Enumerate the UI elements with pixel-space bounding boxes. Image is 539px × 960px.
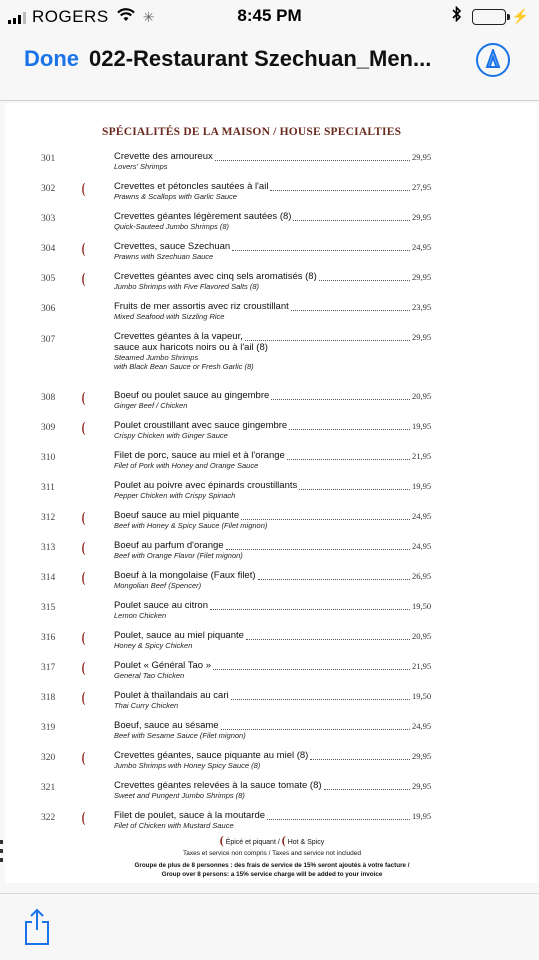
item-number: 305 xyxy=(41,274,56,284)
menu-item xyxy=(5,630,539,660)
item-name-en: Beef with Orange Flavor (Filet mignon) xyxy=(114,551,243,560)
legend-fr: Épicé et piquant / xyxy=(225,839,280,846)
item-name-fr: Boeuf à la mongolaise (Faux filet) xyxy=(114,570,256,581)
leader-dots xyxy=(267,819,410,820)
battery-icon xyxy=(472,9,506,25)
charging-bolt-icon: ⚡ xyxy=(511,8,529,24)
page-scrub-handle[interactable] xyxy=(0,840,4,862)
share-icon[interactable] xyxy=(23,908,51,946)
menu-item xyxy=(5,241,539,271)
leader-dots xyxy=(231,699,410,700)
item-name-fr: Crevettes géantes légèrement sautées (8) xyxy=(114,211,292,222)
bottom-toolbar xyxy=(0,893,539,960)
leader-dots xyxy=(293,220,410,221)
item-name-fr: Crevette des amoureux xyxy=(114,151,213,162)
leader-dots xyxy=(310,759,410,760)
bluetooth-icon xyxy=(452,6,462,27)
menu-item xyxy=(5,750,539,780)
spicy-pepper-icon: ( xyxy=(81,810,86,826)
item-price: 29,95 xyxy=(412,332,432,342)
status-time: 8:45 PM xyxy=(237,6,302,25)
status-right xyxy=(452,6,529,27)
item-name-en: Sweet and Pungent Jumbo Shrimps (8) xyxy=(114,791,245,800)
leader-dots xyxy=(241,519,410,520)
item-number: 312 xyxy=(41,513,56,523)
item-name-en: Honey & Spicy Chicken xyxy=(114,641,193,650)
menu-item xyxy=(5,271,539,301)
taxes-note: Taxes et service non compris / Taxes and service not included xyxy=(183,850,361,857)
leader-dots xyxy=(270,190,410,191)
spicy-pepper-icon: ( xyxy=(81,540,86,556)
spicy-pepper-icon: ( xyxy=(81,241,86,257)
item-number: 308 xyxy=(41,393,56,403)
leader-dots xyxy=(324,789,410,790)
spicy-pepper-icon: ( xyxy=(81,570,86,586)
item-number: 319 xyxy=(41,723,56,733)
item-name-en: Pepper Chicken with Crispy Spinach xyxy=(114,491,236,500)
document-title: 022-Restaurant Szechuan_Men... xyxy=(89,46,432,71)
item-number: 304 xyxy=(41,244,56,254)
item-name-fr: Boeuf ou poulet sauce au gingembre xyxy=(114,390,270,401)
item-name-en: General Tao Chicken xyxy=(114,671,185,680)
leader-dots xyxy=(291,310,410,311)
menu-item xyxy=(5,331,539,387)
item-name-fr: Crevettes, sauce Szechuan xyxy=(114,241,231,252)
leader-dots xyxy=(210,609,410,610)
menu-item xyxy=(5,301,539,331)
item-name-en: Quick-Sauteed Jumbo Shrimps (8) xyxy=(114,222,230,231)
item-number: 307 xyxy=(41,335,56,345)
item-name-fr: Crevettes géantes, sauce piquante au miel (8) xyxy=(114,750,309,761)
leader-dots xyxy=(299,489,410,490)
item-number: 302 xyxy=(41,184,56,194)
menu-item xyxy=(5,540,539,570)
item-number: 314 xyxy=(41,573,56,583)
item-name-en: Lemon Chicken xyxy=(114,611,167,620)
item-name-en: Mixed Seafood with Sizzling Rice xyxy=(114,312,225,321)
spicy-pepper-icon: ( xyxy=(81,390,86,406)
carrier-name: ROGERS xyxy=(32,7,109,26)
item-name-en: Filet of Pork with Honey and Orange Sauce xyxy=(114,461,259,470)
menu-item xyxy=(5,780,539,810)
item-name-fr: Boeuf, sauce au sésame xyxy=(114,720,219,731)
done-button[interactable]: Done xyxy=(24,46,79,71)
menu-item xyxy=(5,690,539,720)
item-name-en: Lovers' Shrimps xyxy=(114,162,168,171)
item-price: 29,95 xyxy=(412,751,432,761)
item-name-en: Mongolian Beef (Spencer) xyxy=(114,581,202,590)
item-price: 29,95 xyxy=(412,781,432,791)
menu-page xyxy=(5,103,539,883)
spicy-legend xyxy=(5,833,539,848)
navigation-bar xyxy=(0,32,539,88)
item-name-en: Beef with Honey & Spicy Sauce (Filet mignon) xyxy=(114,521,268,530)
item-name-en: Prawns & Scallops with Garlic Sauce xyxy=(114,192,237,201)
item-name-fr: Poulet au poivre avec épinards croustillants xyxy=(114,480,298,491)
leader-dots xyxy=(215,160,410,161)
item-name-en: Thai Curry Chicken xyxy=(114,701,179,710)
menu-item xyxy=(5,660,539,690)
spicy-pepper-icon: ( xyxy=(281,833,286,847)
leader-dots xyxy=(271,399,410,400)
item-price: 24,95 xyxy=(412,541,432,551)
item-price: 24,95 xyxy=(412,242,432,252)
item-number: 316 xyxy=(41,633,56,643)
item-name-fr: Crevettes géantes relevées à la sauce tomate (8) xyxy=(114,780,322,791)
item-name-en: Prawns with Szechuan Sauce xyxy=(114,252,214,261)
item-number: 317 xyxy=(41,663,56,673)
menu-item xyxy=(5,151,539,181)
menu-item xyxy=(5,570,539,600)
spicy-pepper-icon: ( xyxy=(219,833,224,847)
item-number: 318 xyxy=(41,693,56,703)
item-name-fr: Poulet croustillant avec sauce gingembre xyxy=(114,420,288,431)
item-name-fr: Crevettes et pétoncles sautées à l'ail xyxy=(114,181,269,192)
leader-dots xyxy=(245,340,410,341)
item-name-fr: Poulet sauce au citron xyxy=(114,600,209,611)
item-price: 29,95 xyxy=(412,212,432,222)
spicy-pepper-icon: ( xyxy=(81,750,86,766)
menu-item xyxy=(5,450,539,480)
item-name-fr: Crevettes géantes avec cinq sels aromatisés (8) xyxy=(114,271,317,282)
item-name-fr: Boeuf au parfum d'orange xyxy=(114,540,224,551)
item-price: 29,95 xyxy=(412,152,432,162)
menu-item xyxy=(5,390,539,420)
menu-item xyxy=(5,510,539,540)
item-price: 24,95 xyxy=(412,511,432,521)
item-price: 26,95 xyxy=(412,571,432,581)
activity-spinner-icon: ✳ xyxy=(142,8,155,25)
nav-divider xyxy=(0,100,539,101)
leader-dots xyxy=(289,429,410,430)
item-price: 24,95 xyxy=(412,721,432,731)
item-name-fr: Crevettes géantes à la vapeur, xyxy=(114,331,243,342)
spicy-pepper-icon: ( xyxy=(81,271,86,287)
item-name-fr: Poulet, sauce au miel piquante xyxy=(114,630,244,641)
item-name-en: Jumbo Shrimps with Honey Spicy Sauce (8) xyxy=(114,761,261,770)
spicy-pepper-icon: ( xyxy=(81,420,86,436)
item-name-fr: Boeuf sauce au miel piquante xyxy=(114,510,240,521)
leader-dots xyxy=(232,250,410,251)
item-number: 309 xyxy=(41,423,56,433)
leader-dots xyxy=(246,639,410,640)
item-price: 27,95 xyxy=(412,182,432,192)
group-note-fr: Groupe de plus de 8 personnes : des frais de service de 15% seront ajoutés à votre facture / xyxy=(134,862,410,869)
status-bar xyxy=(0,0,539,32)
leader-dots xyxy=(226,549,410,550)
item-name-fr: Poulet à thaïlandais au cari xyxy=(114,690,229,701)
leader-dots xyxy=(213,669,410,670)
spicy-pepper-icon: ( xyxy=(81,181,86,197)
item-name-en: Filet of Chicken with Mustard Sauce xyxy=(114,821,234,830)
item-price: 20,95 xyxy=(412,391,432,401)
item-name-fr: Filet de porc, sauce au miel et à l'orange xyxy=(114,450,285,461)
menu-heading: SPÉCIALITÉS DE LA MAISON / HOUSE SPECIALTIES xyxy=(102,126,402,138)
item-name-en: Jumbo Shrimps with Five Flavored Salts (8) xyxy=(114,282,260,291)
item-price: 20,95 xyxy=(412,631,432,641)
menu-item xyxy=(5,420,539,450)
item-number: 303 xyxy=(41,214,56,224)
spicy-pepper-icon: ( xyxy=(81,510,86,526)
item-number: 310 xyxy=(41,453,56,463)
leader-dots xyxy=(258,579,410,580)
menu-item xyxy=(5,211,539,241)
item-name-fr-line2: sauce aux haricots noirs ou à l'ail (8) xyxy=(114,342,268,353)
item-name-en-line2: with Black Bean Sauce or Fresh Garlic (8) xyxy=(114,362,254,371)
menu-item xyxy=(5,480,539,510)
item-name-fr: Poulet « Général Tao » xyxy=(114,660,212,671)
spicy-pepper-icon: ( xyxy=(81,690,86,706)
leader-dots xyxy=(287,459,410,460)
item-name-en: Steamed Jumbo Shrimps xyxy=(114,353,199,362)
item-price: 19,95 xyxy=(412,811,432,821)
item-price: 19,50 xyxy=(412,691,432,701)
item-number: 306 xyxy=(41,304,56,314)
menu-item xyxy=(5,600,539,630)
item-name-fr: Filet de poulet, sauce à la moutarde xyxy=(114,810,266,821)
item-price: 19,95 xyxy=(412,421,432,431)
group-note-en: Group over 8 persons: a 15% service charge will be added to your invoice xyxy=(161,871,383,878)
legend-en: Hot & Spicy xyxy=(287,839,325,846)
item-number: 313 xyxy=(41,543,56,553)
markup-pen-icon[interactable] xyxy=(476,43,510,77)
spicy-pepper-icon: ( xyxy=(81,630,86,646)
item-name-fr: Fruits de mer assortis avec riz croustillant xyxy=(114,301,289,312)
item-number: 321 xyxy=(41,783,56,793)
item-number: 315 xyxy=(41,603,56,613)
menu-item xyxy=(5,181,539,211)
item-number: 320 xyxy=(41,753,56,763)
item-name-en: Crispy Chicken with Ginger Sauce xyxy=(114,431,228,440)
item-price: 23,95 xyxy=(412,302,432,312)
item-number: 322 xyxy=(41,813,56,823)
item-price: 21,95 xyxy=(412,451,432,461)
item-name-en: Beef with Sesame Sauce (Filet mignon) xyxy=(114,731,246,740)
item-price: 21,95 xyxy=(412,661,432,671)
item-number: 311 xyxy=(41,483,55,493)
spicy-pepper-icon: ( xyxy=(81,660,86,676)
item-name-en: Ginger Beef / Chicken xyxy=(114,401,188,410)
menu-item xyxy=(5,720,539,750)
item-price: 19,95 xyxy=(412,481,432,491)
item-number: 301 xyxy=(41,154,56,164)
item-price: 29,95 xyxy=(412,272,432,282)
leader-dots xyxy=(221,729,410,730)
item-price: 19,50 xyxy=(412,601,432,611)
leader-dots xyxy=(319,280,410,281)
